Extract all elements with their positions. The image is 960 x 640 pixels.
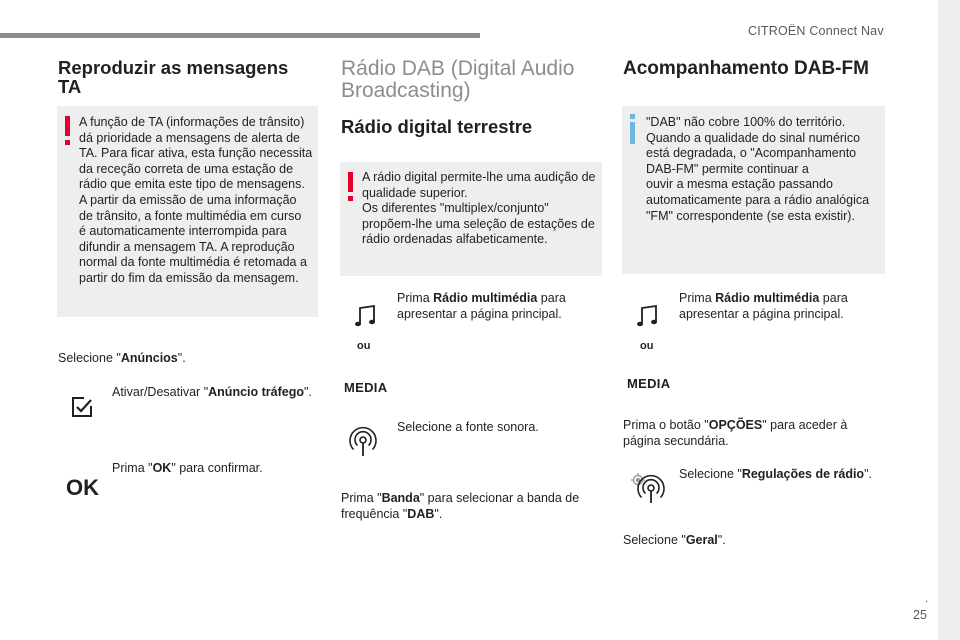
page-edge-strip <box>938 0 960 640</box>
options-step: Prima o botão "OPÇÕES" para aceder à página secundária. <box>623 418 848 448</box>
dabfm-title: Acompanhamento DAB-FM <box>623 58 869 79</box>
dab-warning-text: A rádio digital permite-lhe uma audição de qualidade superior. Os diferentes "multiplex/conjunto" propõem-lhe uma seleção de estações de rádio ordenadas alfabeticamente. <box>362 170 596 247</box>
press-radio-step: Prima Rádio multimédia para apresentar a página principal. <box>679 291 848 321</box>
ta-warning-text: A função de TA (informações de trânsito) dá prioridade a mensagens de alerta de TA. Para ficar ativa, esta função necessita da receção correta de uma estação de rádio que emita este tipo de mensagens. A partir da emissão de uma informação de trânsito, a fonte multimédia em curso é automaticamente interrompida para difundir a mensagem TA. A reprodução normal da fonte multimédia é retomada a partir do fim da emissão da mensagem. <box>79 115 313 285</box>
page-dot: . <box>925 591 929 605</box>
dab-warning-box <box>340 162 602 276</box>
confirm-step: Prima "OK" para confirmar. <box>112 461 263 475</box>
ta-title: Reproduzir as mensagens TA <box>58 57 289 97</box>
press-radio-step: Prima Rádio multimédia para apresentar a página principal. <box>397 291 566 321</box>
radio-settings-icon <box>630 472 664 504</box>
dab-title: Rádio DAB (Digital Audio Broadcasting) <box>341 57 575 102</box>
dabfm-info-box <box>622 106 885 274</box>
music-note-icon <box>636 304 660 328</box>
radio-settings-step: Selecione "Regulações de rádio". <box>679 467 872 481</box>
ta-warning-box <box>57 106 318 317</box>
media-button-label: MEDIA <box>344 380 388 395</box>
ok-icon: OK <box>66 475 99 500</box>
media-button-label: MEDIA <box>627 376 671 391</box>
warning-icon <box>348 172 353 192</box>
brand-name: CITROËN Connect Nav <box>748 24 884 38</box>
or-label: ou <box>357 340 371 352</box>
info-icon <box>630 122 635 144</box>
warning-icon <box>65 116 70 136</box>
page-number: 25 <box>913 608 927 622</box>
dabfm-info-text: "DAB" não cobre 100% do território. Quando a qualidade do sinal numérico está degradada, o "Acompanhamento DAB-FM" permite continuar a ouvir a mesma estação passando automaticamente para a rádio analógica "FM" correspondente (se esta existir). <box>646 115 870 223</box>
select-band-step: Prima "Banda" para selecionar a banda de frequência "DAB". <box>341 491 580 521</box>
checkbox-icon <box>72 397 92 417</box>
radio-antenna-icon <box>350 427 376 457</box>
dab-subtitle: Rádio digital terrestre <box>341 116 533 137</box>
select-source-step: Selecione a fonte sonora. <box>397 420 539 434</box>
toggle-traffic-step: Ativar/Desativar "Anúncio tráfego". <box>112 385 312 399</box>
select-general-step: Selecione "Geral". <box>623 533 726 547</box>
select-announcements: Selecione "Anúncios". <box>58 351 186 365</box>
header-rule <box>0 33 480 38</box>
or-label: ou <box>640 340 654 352</box>
music-note-icon <box>354 304 378 328</box>
